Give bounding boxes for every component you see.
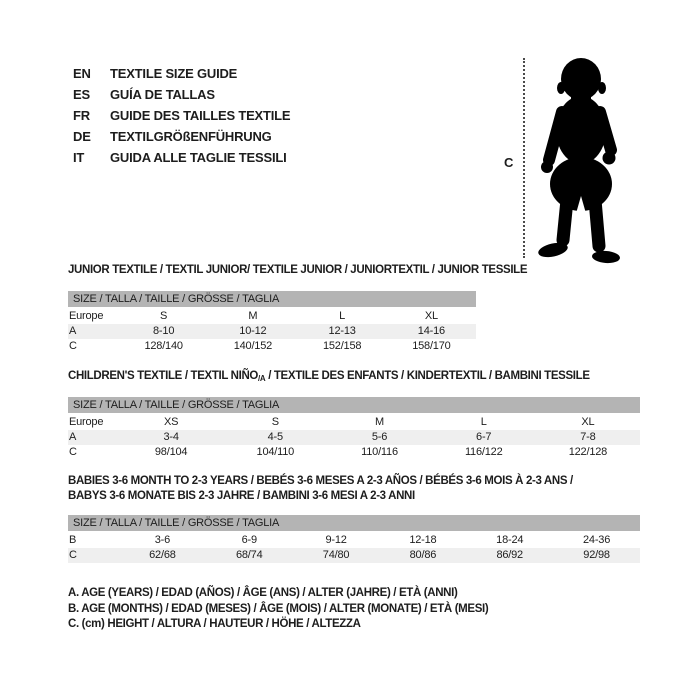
row-label: C xyxy=(69,340,77,352)
height-cell: 110/116 xyxy=(361,446,398,458)
size-cell: XS xyxy=(163,416,179,428)
babies-heading-line1: BABIES 3-6 MONTH TO 2-3 YEARS / BEBÉS 3-6 MESES A 2-3 AÑOS / BÉBÉS 3-6 MOIS À 2-3 ANS / xyxy=(68,475,573,487)
height-cell: 98/104 xyxy=(154,446,188,458)
height-cell: 128/140 xyxy=(144,340,183,352)
height-cell: 104/110 xyxy=(256,446,295,458)
age-cell: 8-10 xyxy=(153,325,175,337)
language-label: GUIDE DES TAILLES TEXTILE xyxy=(110,108,291,123)
height-cell: 152/158 xyxy=(322,340,362,352)
size-cell: M xyxy=(248,310,258,322)
language-row-es xyxy=(73,84,290,105)
age-cell: 6-9 xyxy=(241,534,257,546)
age-cell: 3-6 xyxy=(154,534,171,546)
language-label: TEXTILGRÖßENFÜHRUNG xyxy=(110,129,272,144)
language-row-en xyxy=(73,63,290,84)
size-cell: M xyxy=(375,416,384,428)
height-cell: 86/92 xyxy=(496,549,523,561)
size-cell: XL xyxy=(424,310,438,322)
size-cell: S xyxy=(160,310,168,322)
language-code: ES xyxy=(73,87,90,102)
height-cell: 80/86 xyxy=(409,549,437,561)
footnote-legend xyxy=(68,586,488,633)
age-cell: 7-8 xyxy=(580,431,596,443)
height-measure-dashed-line xyxy=(523,58,525,258)
table-row-age xyxy=(68,324,476,339)
height-cell: 62/68 xyxy=(149,549,176,561)
footnote-a: A. AGE (YEARS) / EDAD (AÑOS) / ÂGE (ANS) / ALTER (JAHRE) / ETÀ (ANNI) xyxy=(68,587,458,599)
row-label: Europe xyxy=(69,416,104,428)
size-cell: L xyxy=(339,310,346,322)
babies-size-header-bar: SIZE / TALLA / TAILLE / GRÖSSE / TAGLIA xyxy=(68,515,640,531)
height-cell: 116/122 xyxy=(464,446,503,458)
height-cell: 158/170 xyxy=(412,340,451,352)
age-cell: 9-12 xyxy=(325,534,347,546)
row-label: C xyxy=(69,549,77,561)
row-label: A xyxy=(69,325,77,337)
age-cell: 4-5 xyxy=(267,431,283,443)
table-row-age-months xyxy=(68,533,640,548)
footnote-b: B. AGE (MONTHS) / EDAD (MESES) / ÂGE (MOIS) / ALTER (MONATE) / ETÀ (MESI) xyxy=(68,602,489,615)
table-row-height xyxy=(68,339,476,354)
toddler-silhouette xyxy=(527,52,643,264)
height-cell: 74/80 xyxy=(322,549,350,561)
age-cell: 6-7 xyxy=(476,431,492,443)
children-heading-text: / TEXTILE DES ENFANTS / KINDERTEXTIL / BAMBINI TESSILE xyxy=(265,370,590,382)
children-heading-text: CHILDREN'S TEXTILE / TEXTIL NIÑO xyxy=(68,370,259,382)
table-row-europe xyxy=(68,309,476,324)
row-label: B xyxy=(69,534,77,546)
size-cell: L xyxy=(480,416,487,428)
language-code: DE xyxy=(73,129,91,144)
junior-size-header-bar: SIZE / TALLA / TAILLE / GRÖSSE / TAGLIA xyxy=(68,291,476,307)
height-cell: 68/74 xyxy=(235,549,263,561)
height-measure-label: C xyxy=(504,155,514,170)
age-cell: 5-6 xyxy=(371,431,388,443)
age-cell: 18-24 xyxy=(496,534,524,546)
height-cell: 122/128 xyxy=(568,446,608,458)
row-label: Europe xyxy=(69,310,104,322)
language-label: TEXTILE SIZE GUIDE xyxy=(110,66,238,81)
table-row-europe xyxy=(68,415,640,430)
babies-heading-line2: BABYS 3-6 MONATE BIS 2-3 JAHRE / BAMBINI 3-6 MESI A 2-3 ANNI xyxy=(68,490,415,502)
children-size-header-bar: SIZE / TALLA / TAILLE / GRÖSSE / TAGLIA xyxy=(68,397,640,413)
language-code: FR xyxy=(73,108,90,123)
age-cell: 3-4 xyxy=(163,431,179,443)
language-list xyxy=(73,63,290,168)
table-row-height xyxy=(68,445,640,460)
row-label: A xyxy=(69,431,77,443)
age-cell: 12-18 xyxy=(409,534,437,546)
children-size-table xyxy=(68,397,640,460)
children-section-heading xyxy=(68,369,590,386)
size-cell: S xyxy=(271,416,279,428)
language-code: EN xyxy=(73,66,91,81)
size-cell: XL xyxy=(581,416,595,428)
babies-size-table xyxy=(68,515,640,563)
junior-section-heading: JUNIOR TEXTILE / TEXTIL JUNIOR/ TEXTILE JUNIOR / JUNIORTEXTIL / JUNIOR TESSILE xyxy=(68,264,528,276)
language-row-it xyxy=(73,147,290,168)
height-cell: 92/98 xyxy=(583,549,610,561)
age-cell: 24-36 xyxy=(582,534,611,546)
language-row-fr xyxy=(73,105,290,126)
age-cell: 10-12 xyxy=(239,325,267,337)
babies-section-heading xyxy=(68,474,573,504)
row-label: C xyxy=(69,446,77,458)
table-row-height xyxy=(68,548,640,563)
footnote-c: C. (cm) HEIGHT / ALTURA / HAUTEUR / HÖHE / ALTEZZA xyxy=(68,618,361,630)
language-row-de xyxy=(73,126,290,147)
junior-size-table xyxy=(68,291,476,354)
height-cell: 140/152 xyxy=(233,340,273,352)
table-row-age xyxy=(68,430,640,445)
language-code: IT xyxy=(73,150,85,165)
age-cell: 14-16 xyxy=(417,325,445,337)
age-cell: 12-13 xyxy=(328,325,356,337)
children-heading-subscript: /A xyxy=(258,374,266,383)
language-label: GUIDA ALLE TAGLIE TESSILI xyxy=(110,150,287,165)
language-label: GUÍA DE TALLAS xyxy=(110,87,215,102)
